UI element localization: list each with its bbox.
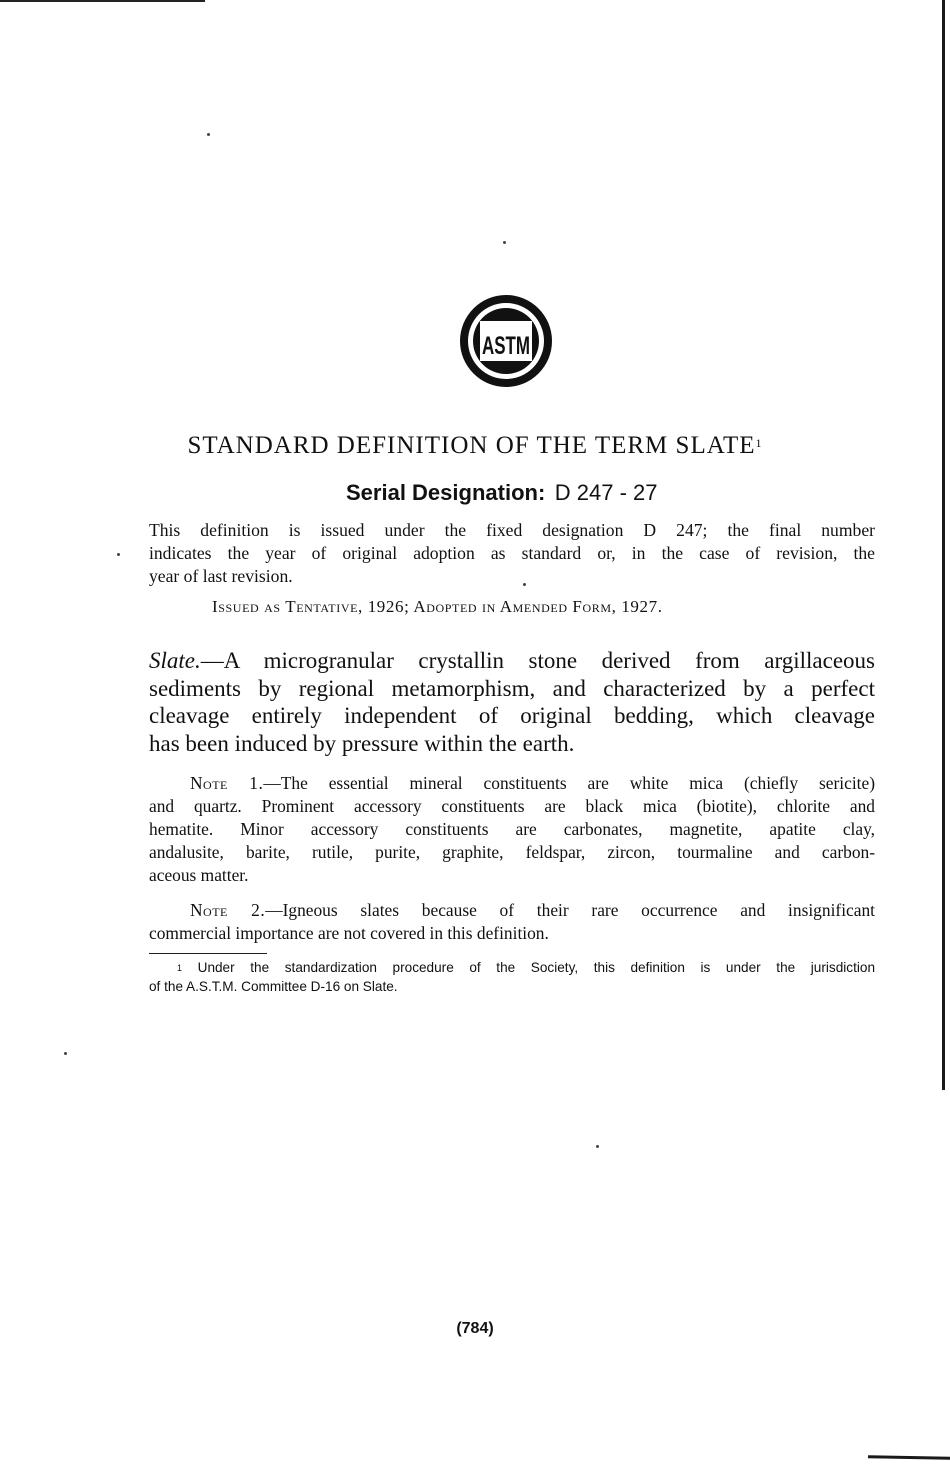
footnote-line [149, 958, 875, 977]
intro-line: indicates the year of original adoption as standard or, in the case of revision, the [149, 543, 875, 563]
note-line: aceous matter. [149, 865, 249, 885]
bottom-scan-mark [868, 1455, 950, 1459]
serial-value: D 247 - 27 [554, 480, 658, 505]
note-line-text: —The essential mineral constituents are white mica (chiefly sericite) [263, 773, 875, 793]
defined-term: Slate. [149, 648, 201, 673]
definition-line: sediments by regional metamorphism, and characterized by a perfect [149, 675, 875, 701]
footnote-rule [149, 953, 267, 954]
issued-line: Issued as Tentative, 1926; Adopted in Amended Form, 1927. [212, 597, 663, 616]
right-scan-edge [942, 0, 945, 1090]
definition-line: has been induced by pressure within the earth. [149, 730, 575, 756]
definition-line-text: —A microgranular crystallin stone derived from argillaceous [200, 648, 875, 673]
intro-paragraph [149, 519, 875, 588]
top-scan-rule [0, 0, 205, 2]
note-line: commercial importance are not covered in this definition. [149, 923, 549, 943]
title-text: STANDARD DEFINITION OF THE TERM SLATE [187, 432, 756, 459]
note-line-text: —Igneous slates because of their rare occurrence and insignificant [265, 900, 875, 920]
footnote-line: of the A.S.T.M. Committee D-16 on Slate. [149, 979, 398, 994]
note-line [149, 772, 875, 795]
note-1 [149, 772, 875, 887]
scan-speck [117, 553, 120, 556]
footnote [149, 958, 875, 996]
note-line [149, 899, 875, 922]
note-line: and quartz. Prominent accessory constituents are black mica (biotite), chlorite and [149, 796, 875, 816]
scan-speck [596, 1145, 599, 1148]
page-number: (784) [456, 1320, 494, 1337]
note-1-label: Note 1. [190, 773, 264, 793]
scan-speck [503, 241, 506, 244]
astm-logo-text: ASTM [482, 332, 530, 360]
scan-speck [64, 1052, 67, 1055]
note-2-label: Note 2. [190, 900, 266, 920]
document-title [0, 432, 950, 460]
intro-line: This definition is issued under the fixed designation D 247; the final number [149, 520, 875, 540]
intro-line: year of last revision. [149, 566, 293, 586]
definition-line: cleavage entirely independent of original bedding, which cleavage [149, 703, 875, 728]
definition-line [149, 647, 875, 675]
note-line: hematite. Minor accessory constituents are carbonates, magnetite, apatite clay, [149, 819, 875, 839]
footnote-mark: 1 [177, 963, 183, 973]
footnote-line-text: Under the standardization procedure of the Society, this definition is under the jurisdiction [197, 960, 876, 975]
title-footnote-mark: 1 [755, 436, 763, 450]
note-2 [149, 899, 875, 945]
serial-designation [346, 480, 658, 506]
definition-paragraph [149, 647, 875, 757]
note-line: andalusite, barite, rutile, purite, graphite, feldspar, zircon, tourmaline and carbon- [149, 842, 875, 862]
serial-label: Serial Designation: [346, 480, 546, 505]
astm-logo [458, 293, 554, 389]
scan-speck [207, 133, 210, 136]
